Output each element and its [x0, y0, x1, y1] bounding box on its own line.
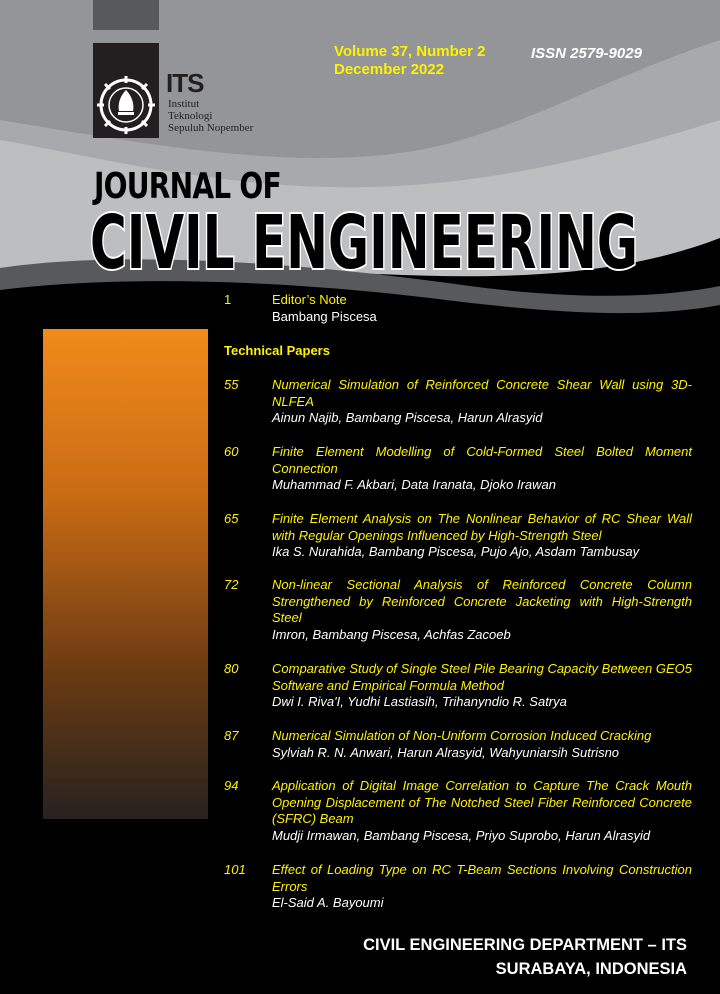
- its-institution-name: Institut Teknologi Sepuluh Nopember: [168, 98, 254, 134]
- publisher-info: [363, 933, 687, 981]
- journal-cover: ITS Institut Teknologi Sepuluh Nopember Volume 37, Number 2 December 2022 ISSN 2579-9029 JOURNAL OF CIVIL ENGINEERING 1 Editor’s Note Bambang Piscesa Technical Papers 55 Numerical Simulation of Reinforced Concrete Shear Wall using 3D-NLFEA Ainun Najib, Bambang Piscesa, Harun Alrasyid 60 Finite Element Modelling of Cold-Formed Steel Bolted Moment Connection Muhammad F. Akbari, Data Iranata, Djoko Irawan 65 Finite Element Analysis on The Nonlinear Behavior of RC Shear Wall with Regular Openings Influenced by High-Strength Steel Ika S. Nurahida, Bambang Piscesa, Pujo Ajo, Asdam Tambusay 72 Non-linear Sectional Analysis of Reinforced Concrete Column Strengthened by Reinforced Concrete Jacketing with High-Strength Steel Imron, Bambang Piscesa, Achfas Zacoeb 80 Comparative Study of Single Steel Pile Bearing Capacity Between GEO5 Software and Empirical Formula Method Dwi I. Riva'I, Yudhi Lastiasih, Trihanyndio R. Satrya 87 Numerical Simulation of Non-Uniform Corrosion Induced Cracking Sylviah R. N. Anwari, Harun Alrasyid, Wahyuniarsih Sutrisno 94 Application of Digital Image Correlation to Capture The Crack Mouth Opening Displacement of The Notched Steel Fiber Reinforced Concrete (SFRC) Beam Mudji Irmawan, Bambang Piscesa, Priyo Suprobo, Harun Alrasyid 101 Effect of Loading Type on RC T-Beam Sections Involving Construction Errors El-Said A. Bayoumi CIVIL ENGINEERING DEPARTMENT – ITS SURABAYA, INDONESIA: [0, 0, 720, 994]
- editor-note-author: Bambang Piscesa: [272, 309, 377, 324]
- paper-page-number: 94: [224, 778, 239, 793]
- its-logo-block: [93, 43, 159, 138]
- paper-authors: Imron, Bambang Piscesa, Achfas Zacoeb: [272, 626, 511, 642]
- journal-title-main: [0, 192, 720, 282]
- section-heading: Technical Papers: [224, 343, 330, 358]
- paper-title: Effect of Loading Type on RC T-Beam Sections Involving Construction Errors: [272, 862, 692, 894]
- its-emblem-icon: [93, 43, 159, 138]
- paper-authors: Sylviah R. N. Anwari, Harun Alrasyid, Wahyuniarsih Sutrisno: [272, 744, 620, 760]
- svg-text:CIVIL ENGINEERING: CIVIL ENGINEERING: [90, 200, 638, 282]
- location-line: SURABAYA, INDONESIA: [495, 960, 687, 978]
- paper-title: Finite Element Modelling of Cold-Formed Steel Bolted Moment Connection: [272, 444, 692, 476]
- paper-title: Comparative Study of Single Steel Pile Bearing Capacity Between GEO5 Software and Empirical Formula Method: [272, 661, 692, 693]
- paper-page-number: 60: [224, 444, 239, 459]
- paper-title: Non-linear Sectional Analysis of Reinforced Concrete Column Strengthened by Reinforced Concrete Jacketing with High-Strength Steel: [272, 577, 692, 625]
- issue-info: [334, 43, 485, 79]
- paper-page-number: 87: [224, 728, 239, 743]
- paper-page-number: 101: [224, 862, 246, 877]
- issue-date: December 2022: [334, 61, 445, 78]
- paper-page-number: 72: [224, 577, 239, 592]
- paper-page-number: 55: [224, 377, 239, 392]
- volume-number: Volume 37, Number 2: [334, 43, 486, 60]
- paper-authors: Dwi I. Riva'I, Yudhi Lastiasih, Trihanyndio R. Satrya: [272, 694, 567, 709]
- paper-title: Application of Digital Image Correlation to Capture The Crack Mouth Opening Displacement of The Notched Steel Fiber Reinforced Concrete (SFRC) Beam: [272, 778, 692, 826]
- paper-page-number: 65: [224, 511, 239, 526]
- top-tab: [93, 0, 159, 30]
- paper-authors: Ika S. Nurahida, Bambang Piscesa, Pujo Ajo, Asdam Tambusay: [272, 544, 640, 559]
- paper-title: Numerical Simulation of Reinforced Concrete Shear Wall using 3D-NLFEA: [272, 377, 692, 409]
- paper-page-number: 80: [224, 661, 239, 676]
- journal-title-top: JOURNAL OF: [94, 166, 281, 207]
- department-line: CIVIL ENGINEERING DEPARTMENT – ITS: [363, 936, 687, 954]
- paper-authors: Muhammad F. Akbari, Data Iranata, Djoko Irawan: [272, 477, 556, 492]
- its-logo-text: ITS: [166, 68, 204, 98]
- paper-title: Numerical Simulation of Non-Uniform Corrosion Induced Cracking: [272, 728, 652, 743]
- paper-authors: Mudji Irmawan, Bambang Piscesa, Priyo Suprobo, Harun Alrasyid: [272, 827, 651, 843]
- paper-authors: El-Said A. Bayoumi: [272, 895, 384, 910]
- issn-number: ISSN 2579-9029: [531, 45, 642, 62]
- paper-title: Finite Element Analysis on The Nonlinear Behavior of RC Shear Wall with Regular Openings Influenced by High-Strength Steel: [272, 511, 692, 543]
- decorative-gradient-bar: [43, 329, 208, 819]
- editor-note-title: Editor’s Note: [272, 292, 347, 307]
- paper-authors: Ainun Najib, Bambang Piscesa, Harun Alrasyid: [272, 410, 543, 425]
